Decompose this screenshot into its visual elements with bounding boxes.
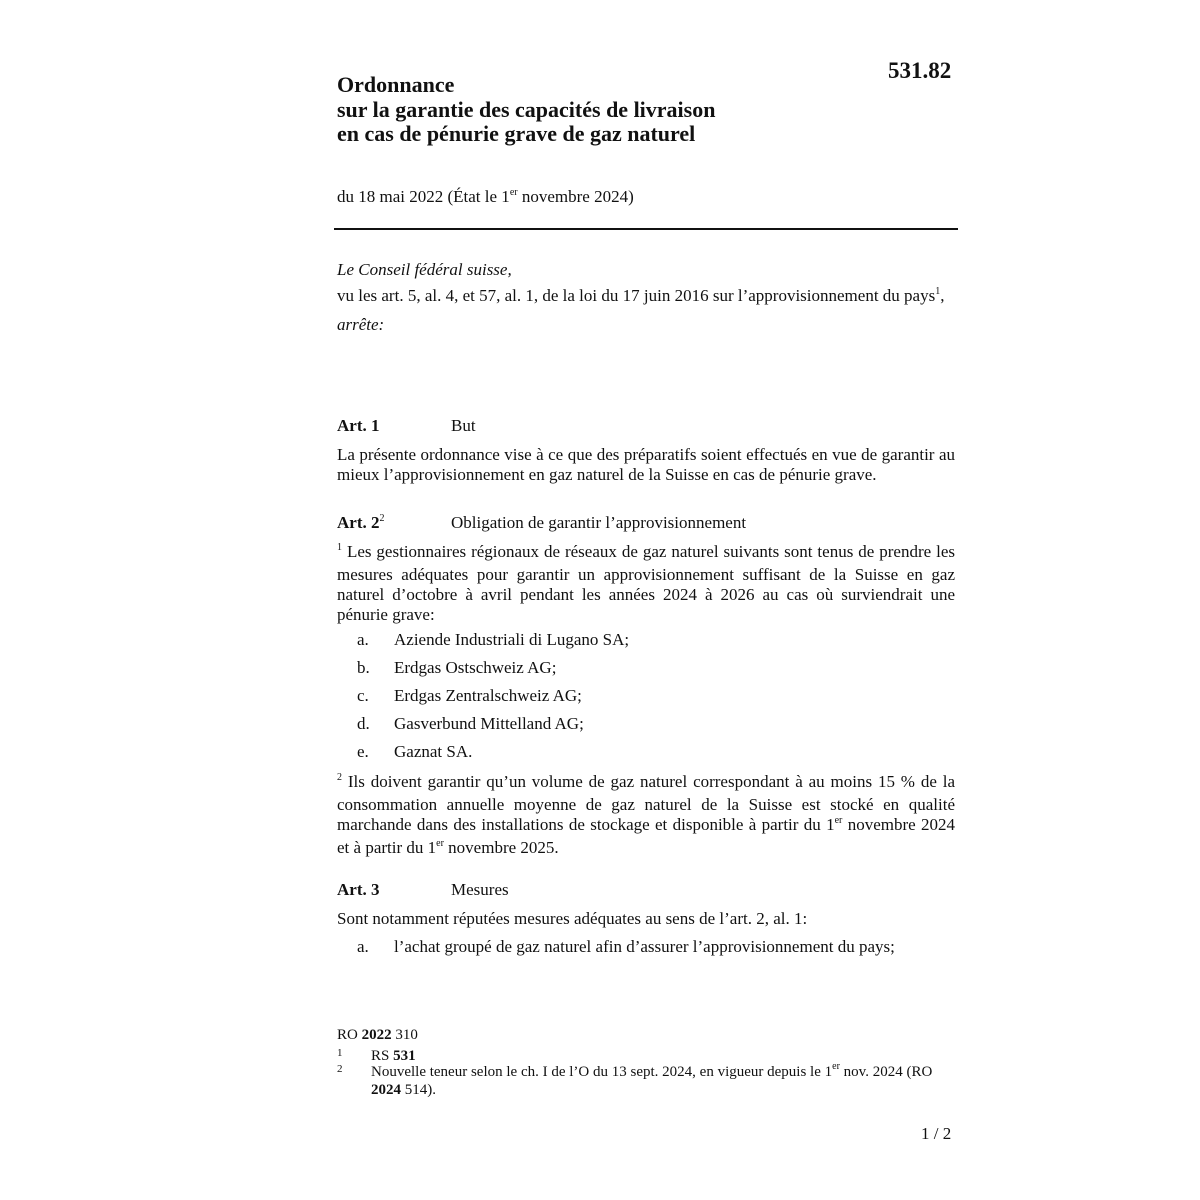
article-2-paragraph-2: $^2$ Ils doivent garantir qu’un volume de gaz naturel correspondant à au moins 15 % de la consommation annuelle moyenne de gaz naturel de la Suisse est stocké en qualité marchande dans des installations de stockage et disponible à partir du 1er novembre 2024 et à partir du 1er novembre 2025. [337,772,955,857]
document-number: 531.82 [888,58,952,83]
list-item: e. Gaznat SA. [357,742,473,761]
footnote-number: 1 [337,1047,343,1059]
preamble-authority: Le Conseil fédéral suisse, [337,260,512,279]
article-3-list [357,937,895,965]
article-title: But [451,416,476,435]
article-2-heading [337,513,746,533]
article-title: Mesures [451,880,509,899]
list-item: a. Aziende Industriali di Lugano SA; [357,630,630,649]
document-page: 531.82 Ordonnance sur la garantie des capacités de livraison en cas de pénurie grave de gaz naturel du 18 mai 2022 (État le 1er novembre 2024) Le Conseil fédéral suisse, vu les art. 5, al. 4, et 57, al. 1, de la loi du 17 juin 2016 sur l’approvisionnement du pays$^1$, arrête: Art. 1 But La présente ordonnance vise à ce que des préparatifs soient effectués en vue de garantir au mieux l’approvisionnement en gaz naturel de la Suisse en cas de pénurie grave. Art. $2^2$ Obligation de garantir l’approvisionnement $^1$ Les gestionnaires régionaux de réseaux de gaz naturel suivants sont tenus de prendre les mesures adéquates pour garantir un approvisionnement suffisant de la Suisse en gaz naturel d’octobre à avril pendant les années 2024 à 2026 au cas où surviendrait une pénurie grave: a. Aziende Industriali di Lugano SA; b. Erdgas Ostschweiz AG; c. Erdgas Zentralschweiz AG; d. Gasverbund Mittelland AG; e. Gaznat SA. $^2$ Ils doivent garantir qu’un volume de gaz naturel correspondant à au moins 15 % de la consommation annuelle moyenne de gaz naturel de la Suisse est stocké en qualité marchande dans des installations de stockage et disponible à partir du 1er novembre 2024 et à partir du 1er novembre 2025. Art. 3 Mesures Sont notamment réputées mesures adéquates au sens de l’art. 2, al. 1: a. l’achat groupé de gaz naturel afin d’assurer l’approvisionnement du pays; RO 2022 310 1 RS 531 2 Nouvelle teneur selon le ch. I de l’O du 13 sept. 2024, en vigueur depuis le 1er nov. 2024 (RO 2024 514). 1 / 2 [0,0,1200,1200]
preamble-decree: arrête: [337,315,385,334]
article-3-intro: Sont notamment réputées mesures adéquates au sens de l’art. 2, al. 1: [337,909,808,928]
preamble [337,260,957,341]
header-divider [334,228,958,230]
article-2-list [357,630,629,770]
list-item: a. l’achat groupé de gaz naturel afin d’assurer l’approvisionnement du pays; [357,937,895,956]
page-number: 1 / 2 [921,1124,952,1143]
article-3-heading [337,880,509,900]
paragraph-number: 2 [337,772,342,783]
footnote-ref[interactable]: 2 [379,513,385,524]
article-2-paragraph-1: $^1$ Les gestionnaires régionaux de réseaux de gaz naturel suivants sont tenus de prendre les mesures adéquates pour garantir un approvisionnement suffisant de la Suisse en gaz naturel d’octobre à avril pendant les années 2024 à 2026 au cas où surviendrait une pénurie grave: [337,542,955,624]
preamble-basis: vu les art. 5, al. 4, et 57, al. 1, de la loi du 17 juin 2016 sur l’approvisionnement du pays$^1$, [337,286,945,305]
document-date: du 18 mai 2022 (État le 1er novembre 2024) [337,187,634,206]
official-compilation-ref: RO 2022 310 [337,1027,418,1043]
document-title [337,73,877,147]
list-item: c. Erdgas Zentralschweiz AG; [357,686,582,705]
article-title: Obligation de garantir l’approvisionnement [451,513,747,532]
footnote-ref[interactable]: 1 [935,286,941,297]
article-1-heading [337,416,476,436]
paragraph-number: 1 [337,542,342,553]
footnote-number: 2 [337,1063,343,1075]
article-number: Art. 1 [337,416,380,435]
article-1-text: La présente ordonnance vise à ce que des préparatifs soient effectués en vue de garantir au mieux l’approvisionnement en gaz naturel de la Suisse en cas de pénurie grave. [337,445,955,484]
article-number: Art. 3 [337,880,380,899]
list-item: d. Gasverbund Mittelland AG; [357,714,584,733]
list-item: b. Erdgas Ostschweiz AG; [357,658,557,677]
article-number: Art. $2^2$ [337,513,385,532]
title-line: Ordonnance [337,72,455,97]
title-line: en cas de pénurie grave de gaz naturel [337,121,696,146]
title-line: sur la garantie des capacités de livraison [337,96,716,122]
